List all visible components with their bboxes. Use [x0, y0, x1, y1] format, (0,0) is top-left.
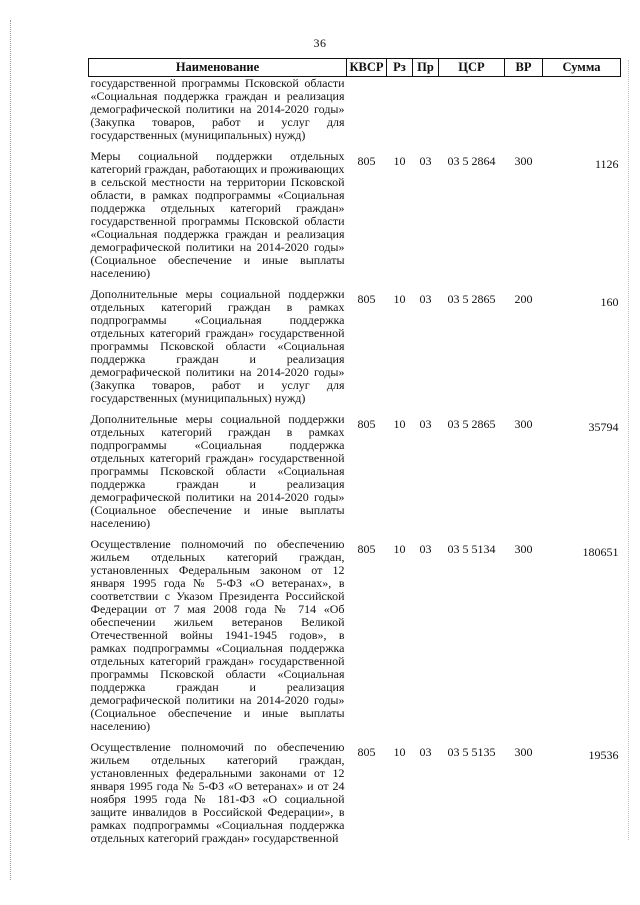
- row-name: Осуществление полномочий по обеспечению жильем отдельных категорий граждан, установленных федеральными законами от 12 января 1995 года № 5-ФЗ «О ветеранах» и от 24 ноября 1995 года № 181-ФЗ «О социальной защите инвалидов в Российской Федерации», в рамках подпрограммы «Социальная поддержка отдельных категорий граждан» государственной: [90, 740, 345, 845]
- row-name: Меры социальной поддержки отдельных категорий граждан, работающих и проживающих в сельской местности на территории Псковской области, в рамках подпрограммы «Социальная поддержка отдельных категорий граждан» государственной программы Псковской области «Социальная поддержка граждан и реализация демографической политики на 2014-2020 годы» (Социальное обеспечение и иные выплаты населению): [90, 149, 345, 280]
- row-name: Осуществление полномочий по обеспечению жильем отдельных категорий граждан, установленных Федеральным законом от 12 января 1995 года № 5-ФЗ «О ветеранах», в соответствии с Указом Президента Российской Федерации от 7 мая 2008 года № 714 «Об обеспечении жильем ветеранов Великой Отечественной войны 1941-1945 годов», в рамках подпрограммы «Социальная поддержка отдельных категорий граждан» государственной программы Псковской области «Социальная поддержка граждан и реализация демографической политики на 2014-2020 годы» (Социальное обеспечение и иные выплаты населению): [90, 537, 345, 733]
- row-name: Дополнительные меры социальной поддержки отдельных категорий граждан в рамках подпрограммы «Социальная поддержка отдельных категорий граждан» государственной программы Псковской области «Социальная поддержка граждан и реализация демографической политики на 2014-2020 годы» (Закупка товаров, работ и услуг для государственных (муниципальных) нужд): [90, 287, 345, 405]
- row-vr: 200: [514, 292, 533, 306]
- row-name: Дополнительные меры социальной поддержки отдельных категорий граждан в рамках подпрограммы «Социальная поддержка отдельных категорий граждан» государственной программы Псковской области «Социальная поддержка граждан и реализация демографической политики на 2014-2020 годы» (Социальное обеспечение и иные выплаты населению): [90, 412, 345, 530]
- page-number: 36: [313, 36, 327, 50]
- row-csr: 03 5 2865: [447, 417, 496, 431]
- row-vr: 300: [514, 745, 533, 759]
- row-csr: 03 5 5135: [447, 745, 496, 759]
- row-vr: 300: [514, 154, 533, 168]
- table-row: [89, 738, 621, 850]
- scan-edge-left: [10, 20, 11, 880]
- row-kvsr: 805: [357, 154, 376, 168]
- row-kvsr: 805: [357, 417, 376, 431]
- row-sum: 1126: [594, 157, 619, 171]
- row-vr: 300: [514, 542, 533, 556]
- header-rz: Рз: [387, 59, 413, 77]
- header-pr: Пр: [413, 59, 439, 77]
- header-sum: Сумма: [543, 59, 621, 77]
- header-name: Наименование: [89, 59, 347, 77]
- scan-edge-right: [628, 60, 629, 840]
- table-row-continuation: [89, 77, 621, 148]
- budget-table: [88, 58, 621, 850]
- row-pr: 03: [419, 745, 432, 759]
- row-pr: 03: [419, 417, 432, 431]
- row-csr: 03 5 2865: [447, 292, 496, 306]
- row-sum: 180651: [582, 545, 619, 559]
- table-row: [89, 285, 621, 410]
- row-sum: 19536: [588, 748, 619, 762]
- row-pr: 03: [419, 292, 432, 306]
- row-kvsr: 805: [357, 292, 376, 306]
- table-row: [89, 410, 621, 535]
- row-name: государственной программы Псковской области «Социальная поддержка граждан и реализация демографической политики на 2014-2020 годы» (Закупка товаров, работ и услуг для государственных (муниципальных) нужд): [90, 76, 345, 142]
- row-rz: 10: [393, 292, 406, 306]
- header-vr: ВР: [505, 59, 543, 77]
- header-kvsr: КВСР: [347, 59, 387, 77]
- row-kvsr: 805: [357, 542, 376, 556]
- row-kvsr: 805: [357, 745, 376, 759]
- header-csr: ЦСР: [439, 59, 505, 77]
- row-sum: 35794: [588, 420, 619, 434]
- table-row: [89, 147, 621, 285]
- row-rz: 10: [393, 542, 406, 556]
- table-row: [89, 535, 621, 738]
- row-rz: 10: [393, 417, 406, 431]
- row-pr: 03: [419, 154, 432, 168]
- row-csr: 03 5 5134: [447, 542, 496, 556]
- row-vr: 300: [514, 417, 533, 431]
- row-pr: 03: [419, 542, 432, 556]
- row-sum: 160: [600, 295, 619, 309]
- row-rz: 10: [393, 154, 406, 168]
- row-rz: 10: [393, 745, 406, 759]
- table-header: [89, 59, 621, 77]
- row-csr: 03 5 2864: [447, 154, 496, 168]
